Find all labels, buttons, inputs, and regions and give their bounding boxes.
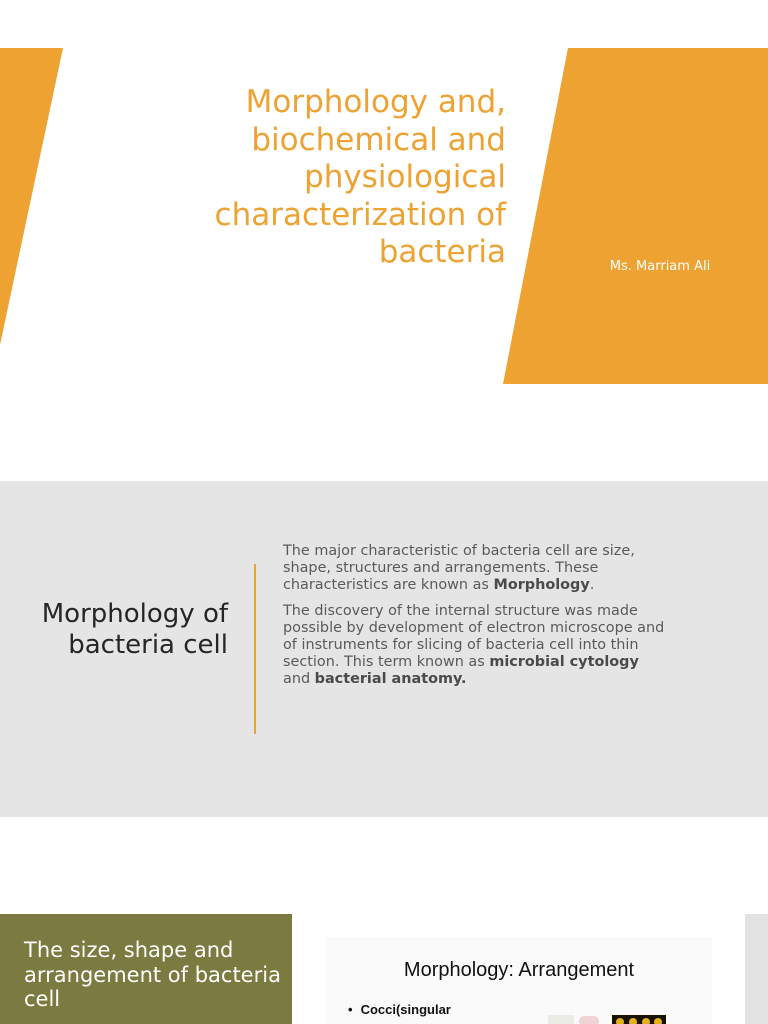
diagram-image [548,1015,574,1024]
micrograph-image [612,1015,666,1024]
right-accent-shape [503,48,768,384]
paragraph-2: The discovery of the internal structure was made possible by development of electron microscope and of instruments for slicing of bacteria cell into thin section. This term known as microbial cytology and bacterial anatomy. [283,603,665,687]
next-panel-edge [745,914,768,1024]
left-accent-shape [0,48,63,345]
term-morphology: Morphology [493,577,590,593]
slide-heading: Morphology of bacteria cell [41,599,228,660]
cell-diagram-image [579,1016,599,1024]
bullet-icon: • [348,1002,353,1017]
slide-heading: The size, shape and arrangement of bacteria cell [24,938,281,1011]
title-slide [0,0,768,430]
embedded-slide-title: Morphology: Arrangement [403,959,635,981]
presenter-name: Ms. Marriam Ali [609,259,711,274]
morphology-slide [0,481,768,817]
paragraph-1: The major characteristic of bacteria cell are size, shape, structures and arrangements. These characteristics are known as Morphology. [283,543,635,593]
divider-line [254,564,256,734]
presentation-title: Morphology and, biochemical and physiological characterization of bacteria [214,84,506,270]
embedded-slide-image [326,937,712,1024]
slide-body [283,543,668,697]
term-bacterial-anatomy: bacterial anatomy. [314,671,467,687]
term-microbial-cytology: microbial cytology [489,654,639,670]
embedded-bullet: • Cocci(singular [348,1002,451,1017]
size-shape-slide-panel [0,914,292,1024]
